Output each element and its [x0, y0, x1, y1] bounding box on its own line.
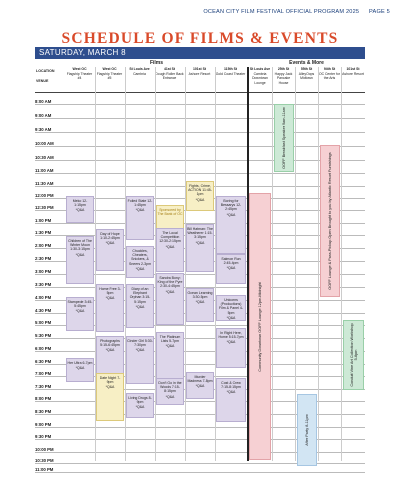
- time-label: 3:30 PM: [35, 282, 52, 287]
- time-label: 9:30 PM: [35, 434, 52, 439]
- time-label: 8:00 PM: [35, 396, 52, 401]
- film-block[interactable]: Boring for Bessarys 12-2:45pm *Q&A: [216, 196, 246, 254]
- film-block[interactable]: Bill Hatman: The Weatherer 1:15-3:15pm *Q&A: [186, 224, 214, 272]
- film-block[interactable]: Foiled State 12-1:45pm *Q&A: [126, 196, 154, 240]
- day-heading: SATURDAY, MARCH 8: [35, 47, 365, 59]
- film-block[interactable]: Diary of an Elephant Orphan 3:15-5:15pm *Q&A: [126, 284, 154, 328]
- time-label: 2:00 PM: [35, 243, 52, 248]
- time-label: 10:00 AM: [35, 141, 54, 146]
- after-party-block[interactable]: After Party 8-11pm: [297, 394, 317, 466]
- running-header: [0, 9, 390, 15]
- time-label: 9:30 AM: [35, 127, 52, 132]
- time-gridline: [35, 338, 365, 339]
- column-header: St Louis Ave Cambria: [129, 67, 150, 77]
- time-label: 9:00 PM: [35, 422, 52, 427]
- column-divider: [295, 67, 296, 461]
- publication-title: OCEAN CITY FILM FESTIVAL OFFICIAL PROGRAM 2025: [203, 9, 360, 15]
- film-block[interactable]: In Right Here, Home 5:15-7pm *Q&A: [216, 328, 246, 368]
- column-header: 101st St Ashore Resort: [342, 67, 364, 77]
- film-block[interactable]: Unicorns (Productions) Film & Panel 4-5pm *Q&A: [216, 295, 246, 321]
- film-block[interactable]: Don't Go in the Woods 7:15-8:15pm *Q&A: [156, 378, 184, 405]
- time-label: 9:00 AM: [35, 113, 52, 118]
- film-block[interactable]: Stampede 3:45-5:45pm *Q&A: [66, 297, 94, 331]
- film-block[interactable]: Salmon Run 2:45-4pm *Q&A: [216, 254, 246, 284]
- venue-label: VENUE: [36, 79, 49, 83]
- film-block[interactable]: Sandra Bony: King of the Pyre 2:30-4:45pm *Q&A: [156, 273, 184, 325]
- column-header: 41st St Dough Roller Back Entrance: [155, 67, 184, 81]
- time-label: 11:00 PM: [35, 467, 54, 472]
- page-number: PAGE 5: [369, 9, 390, 15]
- time-label: 5:00 PM: [35, 320, 52, 325]
- lounge-event-block[interactable]: Community Downtown OOFF Lounge 12pm-Midnight: [249, 193, 271, 460]
- time-label: 2:30 PM: [35, 256, 52, 261]
- events-group-heading: Events & More: [289, 60, 324, 66]
- film-block[interactable]: Children of The Winter Moon 1:30-3:15pm *Q&A: [66, 236, 94, 284]
- column-header: West OC Flagship Theater #4: [66, 67, 93, 81]
- film-block[interactable]: The Platinum Lists 5-7pm *Q&A: [156, 332, 184, 380]
- location-label: LOCATION: [36, 69, 55, 73]
- time-label: 8:00 AM: [35, 99, 52, 104]
- time-gridline: [35, 118, 365, 119]
- time-gridline: [35, 104, 365, 105]
- workshop-block[interactable]: Conduit Vine Art Collection Workshop 5-8pm: [343, 320, 364, 390]
- time-label: 4:30 PM: [35, 308, 52, 313]
- time-label: 5:30 PM: [35, 333, 52, 338]
- time-label: 1:30 PM: [35, 230, 52, 235]
- films-group-heading: Films: [149, 60, 164, 66]
- film-block[interactable]: Home Free 3-5pm *Q&A: [96, 284, 124, 332]
- time-label: 11:30 AM: [35, 181, 54, 186]
- time-label: 10:30 AM: [35, 155, 54, 160]
- time-label: 10:30 PM: [35, 458, 54, 463]
- time-gridline: [35, 146, 365, 147]
- film-block[interactable]: Photographs 5:15-6:45pm *Q&A: [96, 336, 124, 374]
- lounge-pickup-block[interactable]: OOFF Lounge & Pass-Pickup Open Brought to you by Atlantic Resort Furnishings: [320, 145, 340, 297]
- film-block[interactable]: Murder Madness 7-8pm *Q&A: [186, 372, 214, 399]
- film-block[interactable]: Day of Hope 1:10-2:45pm *Q&A: [96, 229, 124, 271]
- film-block[interactable]: Ocean Learning 3:30-5pm *Q&A: [186, 288, 214, 322]
- column-header: West OC Flagship Theater #5: [96, 67, 123, 81]
- time-label: 1:00 PM: [35, 218, 52, 223]
- column-header: St Louis Ave Cambria Downtown Lounge: [249, 67, 271, 85]
- time-gridline: [35, 472, 365, 473]
- time-label: 3:00 PM: [35, 269, 52, 274]
- column-headers: [35, 67, 365, 93]
- film-block[interactable]: Cost & Crew 7:15-8:15pm *Q&A: [216, 378, 246, 422]
- time-label: 10:00 PM: [35, 447, 54, 452]
- breakfast-event-block[interactable]: OOFF Breakfast Speaker 9am-11am: [274, 104, 294, 172]
- time-label: 8:30 PM: [35, 409, 52, 414]
- time-gridline: [35, 173, 365, 174]
- page-title: SCHEDULE OF FILMS & EVENTS: [61, 30, 339, 47]
- time-label: 7:30 PM: [35, 384, 52, 389]
- sponsor-block: Sponsored by The Bank of OC: [156, 205, 184, 231]
- film-block[interactable]: Date Night 7-9pm *Q&A: [96, 373, 124, 421]
- time-label: 11:00 AM: [35, 168, 54, 173]
- column-header: 25th St Happy Jack Pancake House: [274, 67, 293, 85]
- time-gridline: [35, 132, 365, 133]
- time-label: 6:30 PM: [35, 359, 52, 364]
- film-block[interactable]: Chuckles, Cheaters, Snickers, & Sneers 2-3pm *Q&A: [126, 246, 154, 278]
- film-block[interactable]: Meko 12-1:15pm *Q&A: [66, 196, 94, 223]
- column-header: 55th St AlleyOops Midtown: [298, 67, 315, 81]
- time-gridline: [35, 160, 365, 161]
- film-block[interactable]: The Local Competition 12:30-2:15pm *Q&A: [156, 228, 184, 272]
- time-label: 12:30 PM: [35, 205, 54, 210]
- film-block[interactable]: Living Drugs 8-9pm *Q&A: [126, 393, 154, 418]
- time-gridline: [35, 351, 365, 352]
- film-block[interactable]: Cinder Girl 5:30-7:30pm *Q&A: [126, 336, 154, 384]
- film-block[interactable]: Her Ultra 6-7pm *Q&A: [66, 358, 94, 382]
- column-divider: [341, 67, 342, 461]
- column-divider: [272, 67, 273, 461]
- column-divider: [318, 67, 319, 461]
- film-block[interactable]: Fights, Crime, ACTION 11:45-1pm *Q&A: [186, 181, 214, 211]
- column-header: 94th St OC Center for the Arts: [318, 67, 341, 81]
- time-label: 12:00 PM: [35, 193, 54, 198]
- time-label: 6:00 PM: [35, 346, 52, 351]
- column-header: 101st St Ashore Resort: [188, 67, 211, 77]
- time-label: 4:00 PM: [35, 295, 52, 300]
- column-header: 115th St Gold Coast Theater: [215, 67, 246, 77]
- time-label: 7:00 PM: [35, 371, 52, 376]
